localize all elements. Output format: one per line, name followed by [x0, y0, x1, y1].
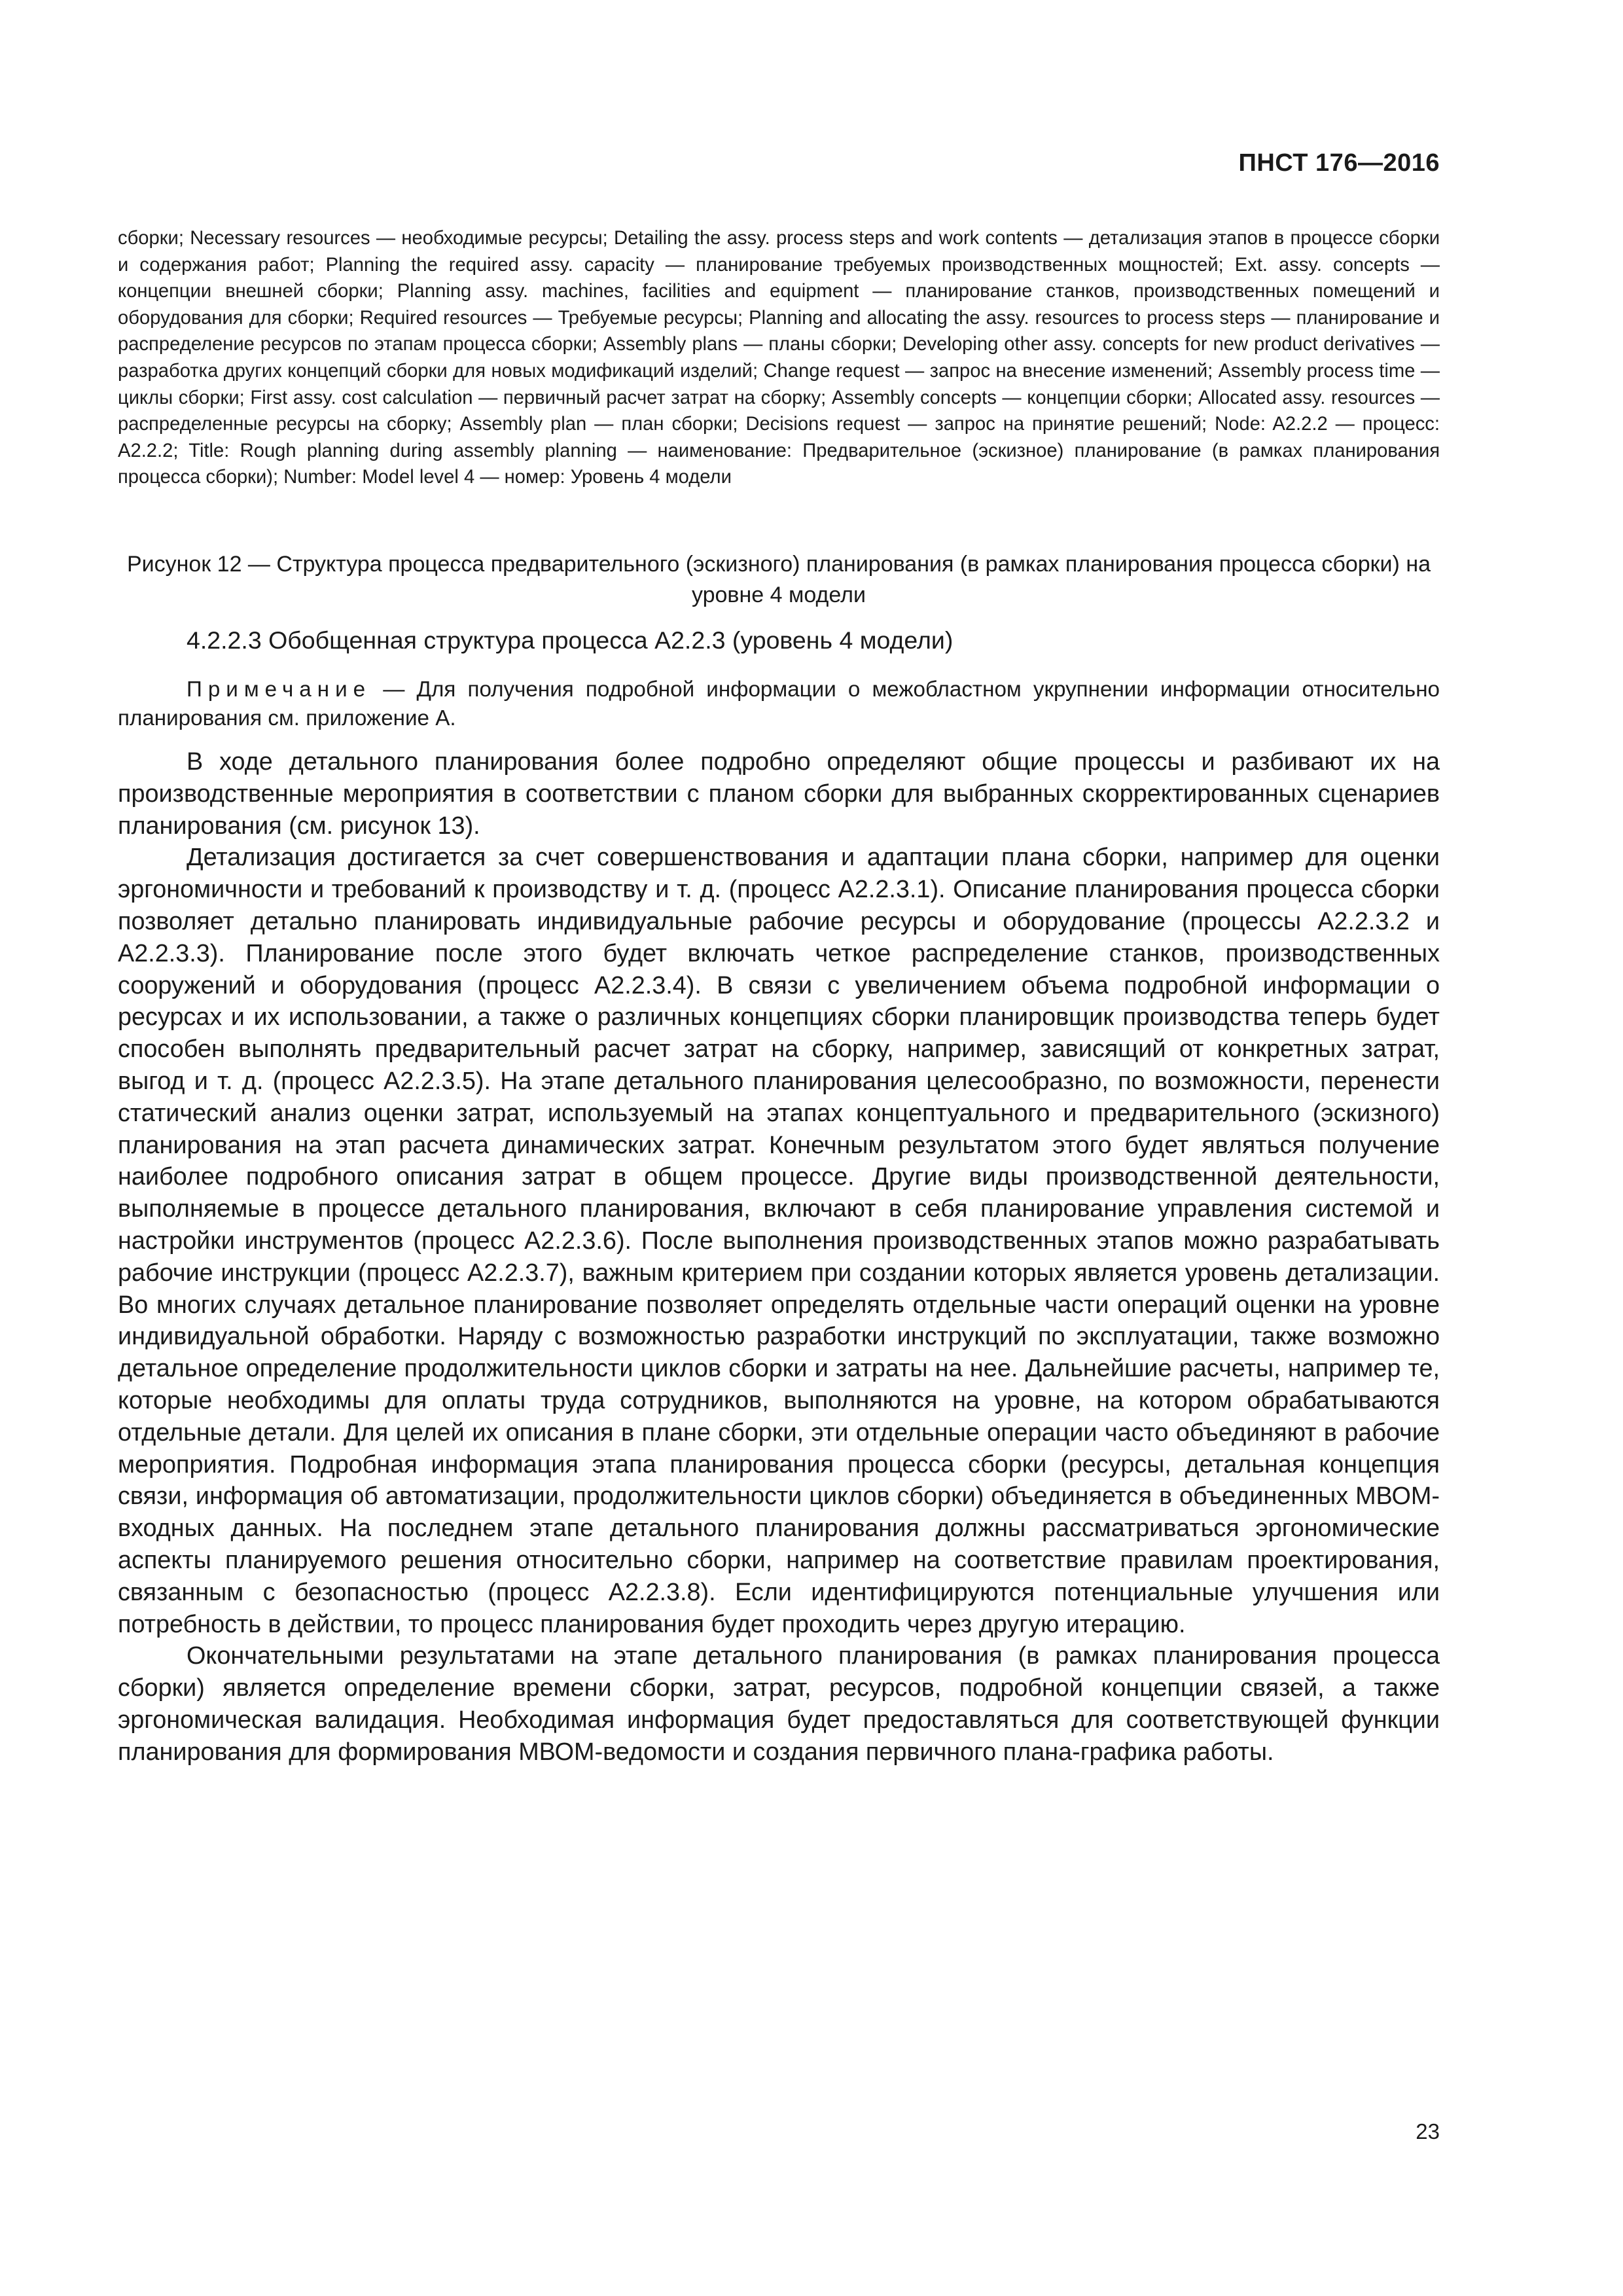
body-paragraph: Детализация достигается за счет совершенствования и адаптации плана сборки, например для оценки эргономичности и требований к производству и т. д. (процесс А2.2.3.1). Описание планирования процесса сборки позволяет детально планировать индивидуальные рабочие ресурсы и оборудование (процессы А2.2.3.2 и А2.2.3.3). Планирование после этого будет включать четкое распределение станков, производственных сооружений и оборудования (процесс А2.2.3.4). В связи с увеличением объема подробной информации о ресурсах и их использовании, а также о различных концепциях сборки планировщик производства теперь будет способен выполнять предварительный расчет затрат на сборку, например, зависящий от конкретных затрат, выгод и т. д. (процесс А2.2.3.5). На этапе детального планирования целесообразно, по возможности, перенести статический анализ оценки затрат, используемый на этапах концептуального и предварительного (эскизного) планирования на этап расчета динамических затрат. Конечным результатом этого будет являться получение наиболее подробного описания затрат в общем процессе. Другие виды производственной деятельности, выполняемые в процессе детального планирования, включают в себя планирование управления системой и настройки инструментов (процесс А2.2.3.6). После выполнения производственных этапов можно разрабатывать рабочие инструкции (процесс А2.2.3.7), важным критерием при создании которых является уровень детализации. Во многих случаях детальное планирование позволяет определять отдельные части операций оценки на уровне индивидуальной обработки. Наряду с возможностью разработки инструкций по эксплуатации, также возможно детальное определение продолжительности циклов сборки и затраты на нее. Дальнейшие расчеты, например те, которые необходимы для оплаты труда сотрудников, выполняются на уровне, на котором обрабатываются отдельные детали. Для целей их описания в плане сборки, эти отдельные операции часто объединяют в рабочие мероприятия. Подробная информация этапа планирования процесса сборки (ресурсы, детальная концепция связи, информация об автоматизации, продолжительности циклов сборки) объединяется в объединенных МВОМ-входных данных. На последнем этапе детального планирования должны рассматриваться эргономические аспекты планируемого решения относительно сборки, например на соответствие правилам проектирования, связанным с безопасностью (процесс А2.2.3.8). Если идентифицируются потенциальные улучшения или потребность в действии, то процесс планирования будет проходить через другую итерацию. [118, 844, 1440, 1638]
note-label: Примечание [187, 677, 372, 702]
document-code-header: ПНСТ 176—2016 [1238, 149, 1440, 177]
body-text [118, 746, 1440, 1768]
section-heading: 4.2.2.3 Обобщенная структура процесса А2.2.3 (уровень 4 модели) [187, 626, 954, 654]
document-page [118, 0, 1440, 2296]
note-block [118, 675, 1440, 733]
figure-caption: Рисунок 12 — Структура процесса предварительного (эскизного) планирования (в рамках планирования процесса сборки) на уровне 4 модели [126, 552, 1431, 607]
body-paragraph: Окончательными результатами на этапе детального планирования (в рамках планирования процесса сборки) является определение времени сборки, затрат, ресурсов, подробной концепции связей, а также эргономическая валидация. Необходимая информация будет предоставляться для соответствующей функции планирования для формирования МВОМ-ведомости и создания первичного плана-графика работы. [118, 1642, 1440, 1766]
body-paragraph: В ходе детального планирования более подробно определяют общие процессы и разбивают их на производственные мероприятия в соответствии с планом сборки для выбранных скорректированных сценариев планирования (см. рисунок 13). [118, 748, 1440, 840]
figure-legend-text: сборки; Necessary resources — необходимые ресурсы; Detailing the assy. process steps and work contents — детализация этапов в процессе сборки и содержания работ; Planning the required assy. capacity — планирование требуемых производственных мощностей; Ext. assy. concepts — концепции внешней сборки; Planning assy. machines, facilities and equipment — планирование станков, производственных помещений и оборудования для сборки; Required resources — Требуемые ресурсы; Planning and allocating the assy. resources to process steps — планирование и распределение ресурсов по этапам процесса сборки; Assembly plans — планы сборки; Developing other assy. concepts for new product derivatives — разработка других концепций сборки для новых модификаций изделий; Change request — запрос на внесение изменений; Assembly process time — циклы сборки; First assy. cost calculation — первичный расчет затрат на сборку; Assembly concepts — концепции сборки; Allocated assy. resources — распределенные ресурсы на сборку; Assembly plan — план сборки; Decisions request — запрос на принятие решений; Node: A2.2.2 — процесс: A2.2.2; Title: Rough planning during assembly planning — наименование: Предварительное (эскизное) планирование (в рамках планирования процесса сборки); Number: Model level 4 — номер: Уровень 4 модели [118, 228, 1440, 488]
page-number: 23 [1416, 2119, 1440, 2144]
note-text: — Для получения подробной информации о межобластном укрупнении информации относительно планирования см. приложение А. [118, 677, 1440, 730]
